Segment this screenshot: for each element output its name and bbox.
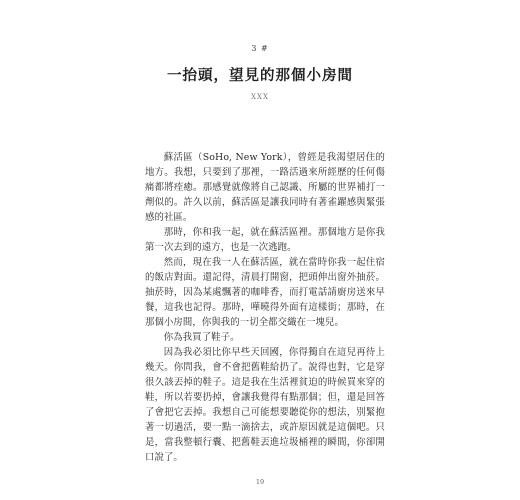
paragraph: 然而，現在我一人在蘇活區，就在當時你我一起住宿的飯店對面。還記得，清晨打開窗，把頭伸出窗外抽菸。抽菸時，因為某處飄著的咖啡香，而打電話請廚房送來早餐，這我也記得。那時，嘩曉得外面有這樣街；那時，在那個小房間，你與我的一切全都交織在一塊兒。 — [145, 257, 385, 328]
chapter-number: 3 # — [251, 44, 269, 53]
paragraph: 因為我必須比你早些天回國，你得獨自在這兒再待上幾天。你問我，會不會把舊鞋給扔了。說得也對，它是穿很久該丟掉的鞋子。這是我在生活裡貧迫的時候買來穿的鞋，所以若要扔掉，會讓我覺得有點那個；但，還是回答了會把它丟掉。我想自己可能想要聽從你的想法，別緊抱著一切過活，要一點一滴捨去，或許原因就是這個吧。只是，當我整頓行囊、把舊鞋丟進垃圾桶裡的瞬間，你卻開口說了。 — [145, 347, 385, 463]
chapter-title: 一抬頭，望見的那個小房間 — [167, 67, 353, 84]
paragraph: 你為我買了鞋子。 — [163, 332, 240, 343]
paragraph: 蘇活區（SoHo, New York），曾經是我渴望居住的地方。我想，只要到了那裡，一路活過來所經歷的任何傷痛都將痊癒。那感覺就像將自己認識、所屬的世界補打一劑似的。許久以前，蘇活區是讓我同時有著雀躍感與緊張感的社區。 — [145, 152, 385, 223]
body-text — [145, 150, 385, 465]
page-number: 19 — [255, 478, 265, 486]
paragraph: 那時，你和我一起，就在蘇活區裡。那個地方是你我第一次去到的遠方，也是一次逃跑。 — [145, 227, 385, 253]
chapter-ornament: XXX — [251, 93, 269, 101]
